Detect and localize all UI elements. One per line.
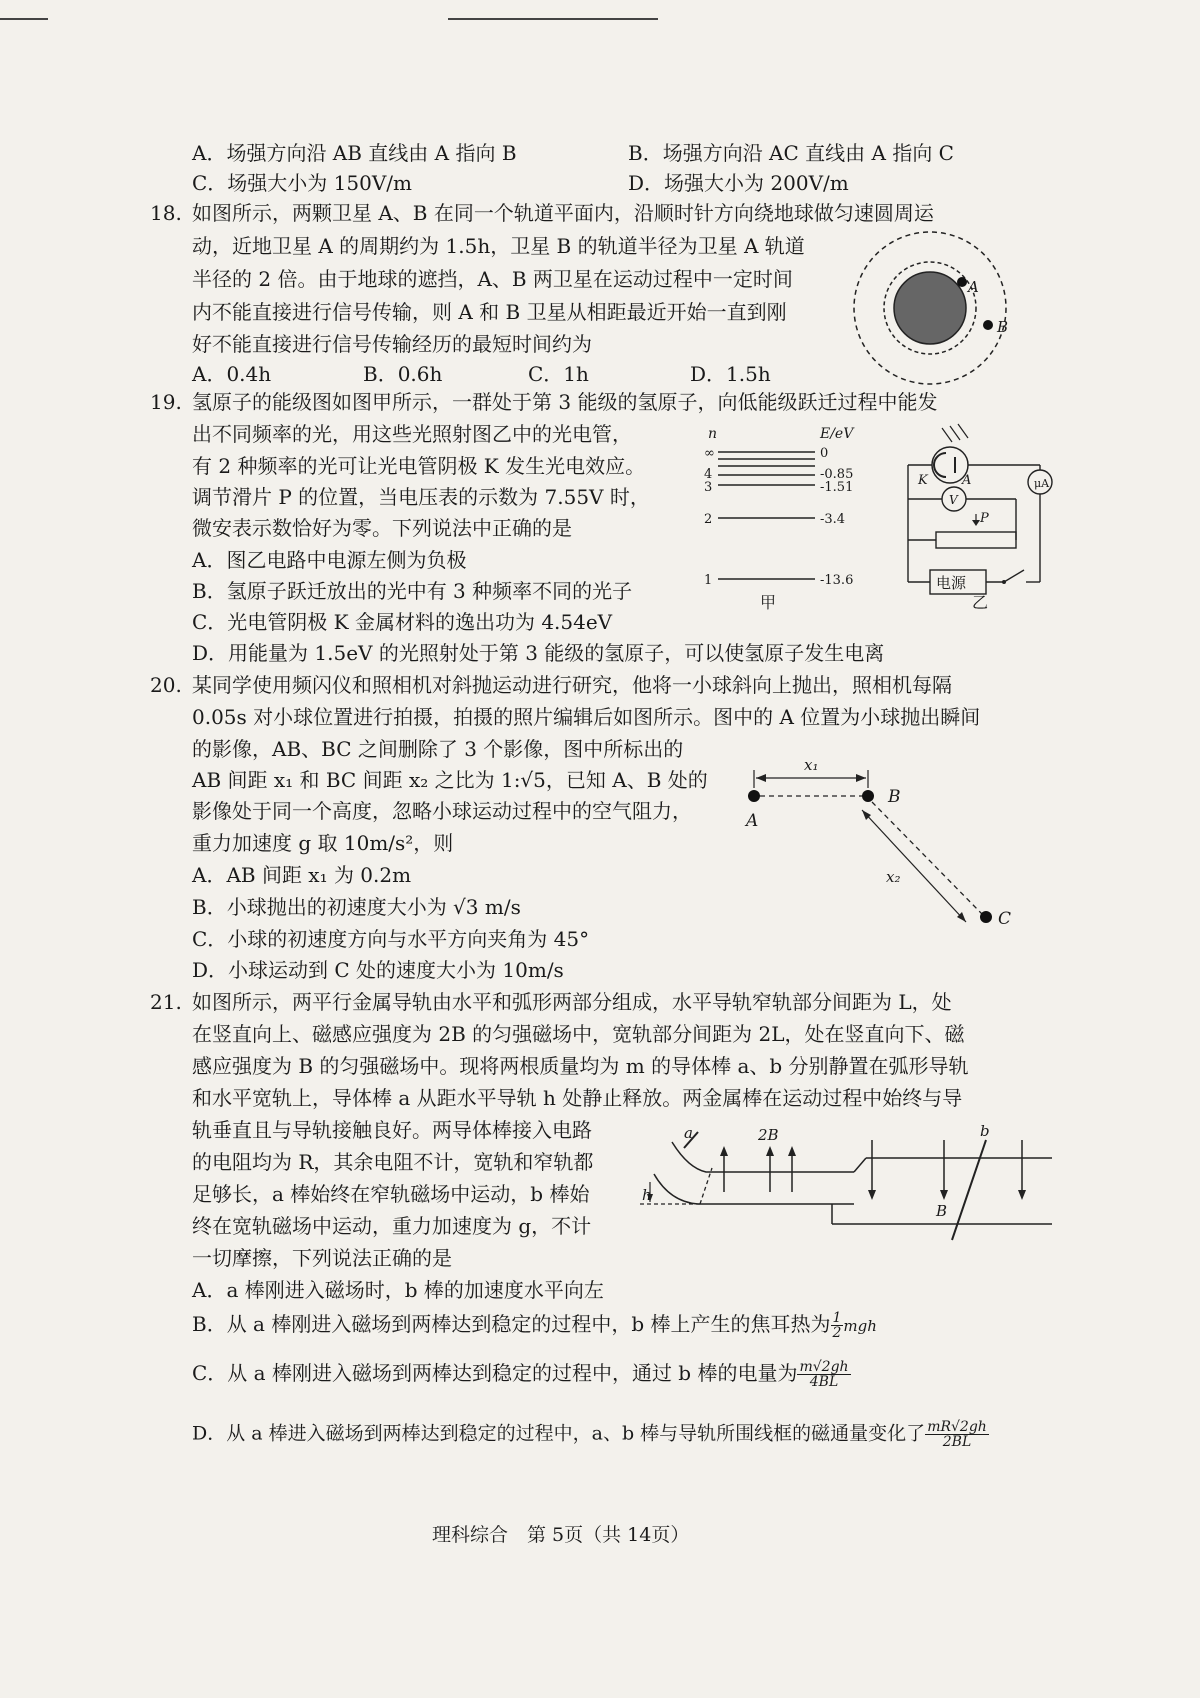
q17-option-c: C．场强大小为 150V/m bbox=[192, 171, 412, 195]
q18-option-b: B．0.6h bbox=[363, 362, 443, 386]
q21-line-7: 足够长，a 棒始终在窄轨磁场中运动，b 棒始 bbox=[192, 1182, 590, 1206]
q18-number: 18. bbox=[150, 201, 182, 225]
q21-option-b-numerator: 1 bbox=[832, 1310, 842, 1326]
voltmeter-label: V bbox=[949, 493, 958, 507]
x1-label: x₁ bbox=[804, 756, 819, 774]
rail-magnetic-field-figure bbox=[640, 1120, 1060, 1250]
e-header: E/eV bbox=[820, 426, 854, 442]
q18-line-5: 好不能直接进行信号传输经历的最短时间约为 bbox=[192, 332, 592, 356]
q19-line-4: 调节滑片 P 的位置，当电压表的示数为 7.55V 时， bbox=[192, 485, 650, 509]
q21-option-d-denominator: 2BL bbox=[942, 1434, 972, 1450]
q21-line-9: 一切摩擦，下列说法正确的是 bbox=[192, 1246, 452, 1270]
q18-line-3: 半径的 2 倍。由于地球的遮挡，A、B 两卫星在运动过程中一定时间 bbox=[192, 267, 793, 291]
q20-option-d: D．小球运动到 C 处的速度大小为 10m/s bbox=[192, 958, 564, 982]
q20-line-4: AB 间距 x₁ 和 BC 间距 x₂ 之比为 1:√5，已知 A、B 处的 bbox=[192, 768, 708, 792]
q21-line-6: 的电阻均为 R，其余电阻不计，宽轨和窄轨都 bbox=[192, 1150, 594, 1174]
q19-option-c: C．光电管阴极 K 金属材料的逸出功为 4.54eV bbox=[192, 610, 613, 634]
satellite-a-label: A bbox=[968, 278, 979, 296]
q21-line-5: 轨垂直且与导轨接触良好。两导体棒接入电路 bbox=[192, 1118, 592, 1142]
q21-line-4: 和水平宽轨上，导体棒 a 从距水平导轨 h 处静止释放。两金属棒在运动过程中始终与导 bbox=[192, 1086, 963, 1110]
q21-option-d-numerator: mR√2gh bbox=[927, 1419, 987, 1435]
level-e-1: -13.6 bbox=[820, 573, 854, 588]
q21-option-b-denominator: 2 bbox=[832, 1325, 842, 1341]
q21-option-c-denominator: 4BL bbox=[809, 1374, 839, 1390]
q19-line-1: 氢原子的能级图如图甲所示，一群处于第 3 能级的氢原子，向低能级跃迁过程中能发 bbox=[192, 390, 938, 414]
q18-option-c: C．1h bbox=[528, 362, 589, 386]
q21-option-c-text: C．从 a 棒刚进入磁场到两棒达到稳定的过程中，通过 b 棒的电量为 bbox=[192, 1361, 798, 1385]
fig-yi-caption: 乙 bbox=[972, 593, 989, 612]
q18-option-d: D．1.5h bbox=[690, 362, 771, 386]
level-e-2: -3.4 bbox=[820, 512, 846, 527]
q21-option-c bbox=[192, 1360, 851, 1389]
slider-p-label: P bbox=[980, 511, 989, 526]
q21-option-d-text: D．从 a 棒进入磁场到两棒达到稳定的过程中，a、b 棒与导轨所围线框的磁通量变化了 bbox=[192, 1422, 926, 1445]
q20-option-c: C．小球的初速度方向与水平方向夹角为 45° bbox=[192, 927, 590, 951]
q19-line-3: 有 2 种频率的光可让光电管阴极 K 发生光电效应。 bbox=[192, 454, 646, 478]
satellite-orbit-figure bbox=[850, 228, 1010, 388]
rod-a-label: a bbox=[684, 1124, 693, 1142]
point-b-label: B bbox=[888, 787, 901, 807]
q19-option-d: D．用能量为 1.5eV 的光照射处于第 3 能级的氢原子，可以使氢原子发生电离 bbox=[192, 641, 885, 665]
page-footer: 理科综合 第 5页（共 14页） bbox=[432, 1524, 690, 1546]
q21-line-2: 在竖直向上、磁感应强度为 2B 的匀强磁场中，宽轨部分间距为 2L，处在竖直向下、磁 bbox=[192, 1022, 965, 1046]
point-c-label: C bbox=[998, 909, 1012, 929]
q17-option-d: D．场强大小为 200V/m bbox=[628, 171, 849, 195]
q20-option-b: B．小球抛出的初速度大小为 √3 m/s bbox=[192, 895, 521, 919]
field-b-label: B bbox=[936, 1202, 948, 1220]
q21-option-b-text: B．从 a 棒刚进入磁场到两棒达到稳定的过程中，b 棒上产生的焦耳热为 bbox=[192, 1312, 831, 1336]
q21-option-b-tail: mgh bbox=[843, 1317, 877, 1335]
q20-line-5: 影像处于同一个高度，忽略小球运动过程中的空气阻力， bbox=[192, 799, 692, 823]
n-header: n bbox=[708, 426, 718, 442]
level-n-1: 1 bbox=[704, 573, 713, 588]
fig-jia-caption: 甲 bbox=[760, 593, 777, 612]
q18-line-2: 动，近地卫星 A 的周期约为 1.5h，卫星 B 的轨道半径为卫星 A 轨道 bbox=[192, 234, 805, 258]
level-e-3: -1.51 bbox=[820, 480, 854, 495]
q21-line-1: 如图所示，两平行金属导轨由水平和弧形两部分组成，水平导轨窄轨部分间距为 L，处 bbox=[192, 990, 952, 1014]
projectile-figure bbox=[740, 750, 1030, 940]
q19-line-5: 微安表示数恰好为零。下列说法中正确的是 bbox=[192, 516, 572, 540]
level-n-3: 3 bbox=[704, 480, 713, 495]
level-n-2: 2 bbox=[704, 512, 713, 527]
point-a-label: A bbox=[746, 811, 759, 831]
q19-line-2: 出不同频率的光，用这些光照射图乙中的光电管， bbox=[192, 422, 632, 446]
q21-option-c-numerator: m√2gh bbox=[799, 1359, 849, 1375]
rod-b-label: b bbox=[980, 1122, 990, 1140]
q17-option-b: B．场强方向沿 AC 直线由 A 指向 C bbox=[628, 141, 954, 165]
q21-option-d bbox=[192, 1420, 989, 1449]
level-n-inf: ∞ bbox=[704, 446, 715, 461]
q21-line-8: 终在宽轨磁场中运动，重力加速度为 g，不计 bbox=[192, 1214, 592, 1238]
q18-line-1: 如图所示，两颗卫星 A、B 在同一个轨道平面内，沿顺时针方向绕地球做匀速圆周运 bbox=[192, 201, 934, 225]
q20-line-1: 某同学使用频闪仪和照相机对斜抛运动进行研究，他将一小球斜向上抛出，照相机每隔 bbox=[192, 673, 952, 697]
q21-option-d-fraction bbox=[925, 1420, 989, 1449]
q20-number: 20. bbox=[150, 673, 182, 697]
microammeter-label: μA bbox=[1034, 477, 1050, 490]
q19-option-a: A．图乙电路中电源左侧为负极 bbox=[192, 548, 467, 572]
x2-label: x₂ bbox=[886, 868, 901, 886]
satellite-b-label: B bbox=[997, 318, 1009, 336]
height-h-label: h bbox=[642, 1186, 652, 1204]
q21-option-b bbox=[192, 1311, 877, 1340]
q20-line-3: 的影像，AB、BC 之间删除了 3 个影像，图中所标出的 bbox=[192, 737, 684, 761]
q19-option-b: B．氢原子跃迁放出的光中有 3 种频率不同的光子 bbox=[192, 579, 633, 603]
q18-line-4: 内不能直接进行信号传输，则 A 和 B 卫星从相距最近开始一直到刚 bbox=[192, 300, 787, 324]
field-2b-label: 2B bbox=[758, 1126, 779, 1144]
q19-number: 19. bbox=[150, 390, 182, 414]
q21-option-b-fraction bbox=[831, 1311, 844, 1340]
scan-edge-mark bbox=[0, 18, 48, 20]
anode-a-label: A bbox=[962, 473, 972, 488]
q20-option-a: A．AB 间距 x₁ 为 0.2m bbox=[192, 863, 412, 887]
q21-number: 21. bbox=[150, 990, 182, 1014]
q17-option-a: A．场强方向沿 AB 直线由 A 指向 B bbox=[192, 141, 517, 165]
q18-option-a: A．0.4h bbox=[192, 362, 272, 386]
q21-option-a: A．a 棒刚进入磁场时，b 棒的加速度水平向左 bbox=[192, 1278, 604, 1302]
level-e-4: -0.85 bbox=[820, 467, 854, 482]
scan-top-mark bbox=[448, 18, 658, 20]
level-n-4: 4 bbox=[704, 467, 713, 482]
energy-level-diagram bbox=[700, 422, 890, 622]
cathode-k-label: K bbox=[918, 473, 928, 488]
q20-line-6: 重力加速度 g 取 10m/s²，则 bbox=[192, 831, 454, 855]
q21-option-c-fraction bbox=[797, 1360, 850, 1389]
q20-line-2: 0.05s 对小球位置进行拍摄，拍摄的照片编辑后如图所示。图中的 A 位置为小球抛出瞬间 bbox=[192, 705, 981, 729]
level-e-inf: 0 bbox=[820, 446, 829, 461]
power-source-label: 电源 bbox=[936, 574, 967, 592]
q21-line-3: 感应强度为 B 的匀强磁场中。现将两根质量均为 m 的导体棒 a、b 分别静置在弧形导轨 bbox=[192, 1054, 969, 1078]
photocell-circuit-diagram bbox=[900, 422, 1060, 622]
